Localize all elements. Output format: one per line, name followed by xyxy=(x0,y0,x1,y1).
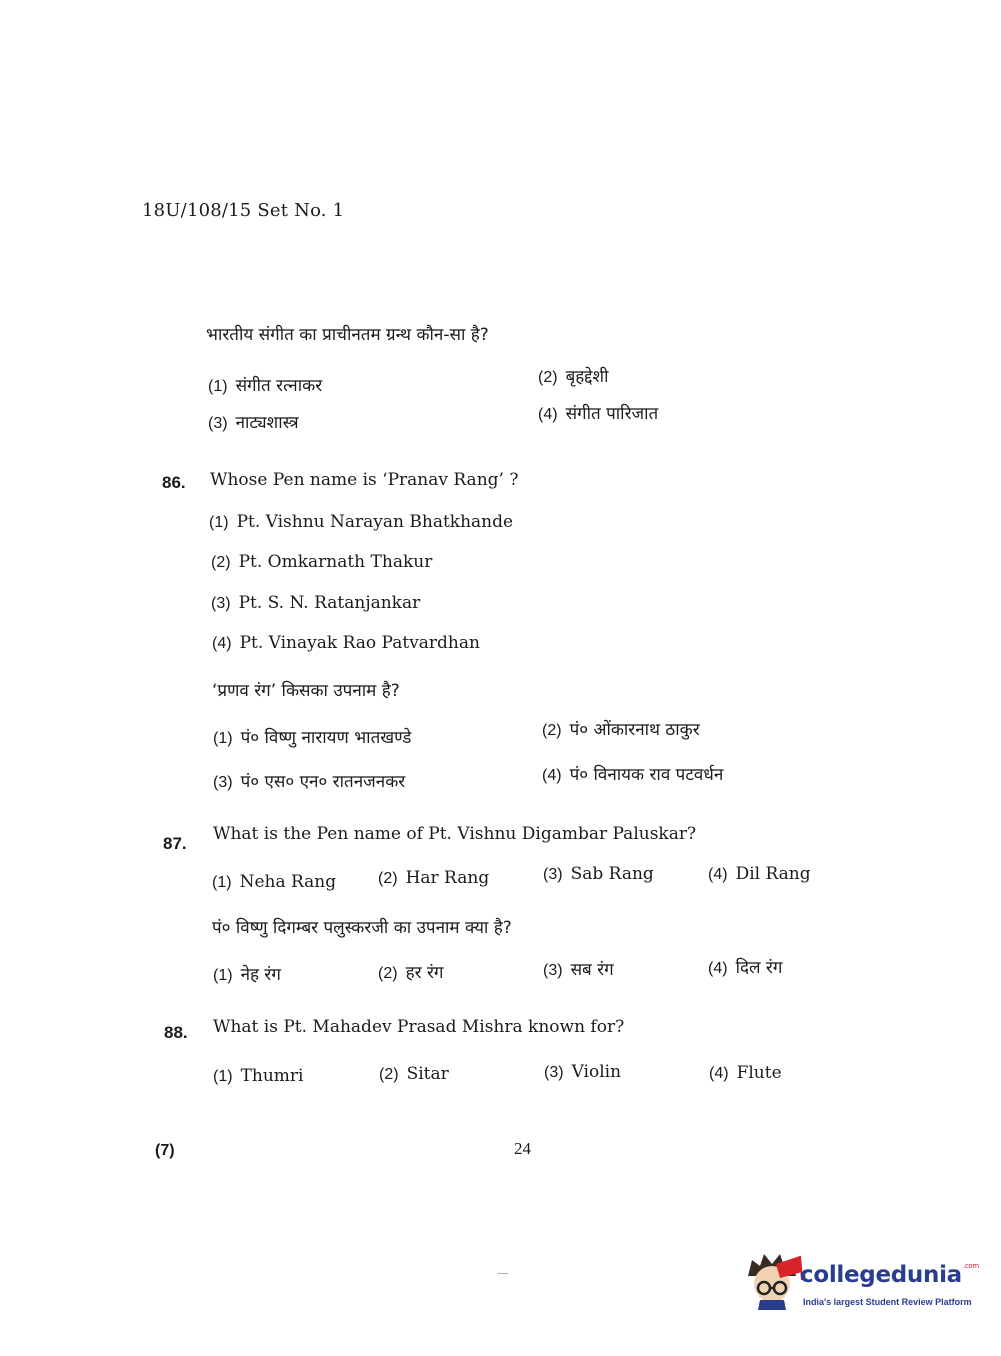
option-text: सब रंग xyxy=(570,960,614,980)
collegedunia-mascot-icon xyxy=(742,1250,804,1312)
option-number: (4) xyxy=(538,406,558,423)
option-text: Dil Rang xyxy=(735,864,811,884)
option-number: (1) xyxy=(212,874,232,891)
option-text: संगीत रत्नाकर xyxy=(235,376,323,396)
q87-option-1-en xyxy=(212,872,336,892)
q87-option-2-en xyxy=(378,868,489,888)
brand-name: collegedunia xyxy=(800,1262,962,1288)
q86-english-text: Whose Pen name is ‘Pranav Rang’ ? xyxy=(210,470,519,490)
q86-option-3-hi xyxy=(213,769,405,792)
q88-english-text: What is Pt. Mahadev Prasad Mishra known for? xyxy=(213,1017,625,1037)
q86-number: 86. xyxy=(162,473,186,492)
q87-option-4-en xyxy=(708,864,811,884)
q86-hindi-text: ‘प्रणव रंग’ किसका उपनाम है? xyxy=(212,681,400,701)
option-number: (2) xyxy=(542,722,562,739)
q88-option-3-en xyxy=(544,1062,621,1082)
collegedunia-brand xyxy=(800,1262,979,1288)
q88-option-4-en xyxy=(709,1063,782,1083)
q86-option-1-en xyxy=(209,512,513,532)
option-text: पं० विनायक राव पटवर्धन xyxy=(569,765,724,785)
option-number: (3) xyxy=(211,595,231,612)
q87-option-2-hi xyxy=(378,960,443,983)
option-text: हर रंग xyxy=(405,963,444,983)
q87-english-text: What is the Pen name of Pt. Vishnu Digambar Paluskar? xyxy=(213,824,697,844)
option-number: (1) xyxy=(208,378,228,395)
q85-option-4 xyxy=(538,401,658,424)
set-code: 18U/108/15 Set No. 1 xyxy=(142,200,345,221)
option-number: (4) xyxy=(212,635,232,652)
q86-option-1-hi xyxy=(213,725,411,748)
option-number: (3) xyxy=(544,1064,564,1081)
q86-option-2-hi xyxy=(542,717,700,740)
option-text: Violin xyxy=(571,1062,622,1082)
option-number: (2) xyxy=(378,965,398,982)
option-text: Neha Rang xyxy=(239,872,337,892)
option-number: (1) xyxy=(213,967,233,984)
option-text: Har Rang xyxy=(405,868,490,888)
q88-option-1-en xyxy=(213,1066,303,1086)
option-text: दिल रंग xyxy=(735,958,783,978)
q85-option-2 xyxy=(538,364,609,387)
option-number: (4) xyxy=(709,1065,729,1082)
q86-option-2-en xyxy=(211,552,432,572)
option-text: Pt. S. N. Ratanjankar xyxy=(238,593,421,613)
q87-number: 87. xyxy=(163,834,187,853)
option-number: (2) xyxy=(538,369,558,386)
option-text: संगीत पारिजात xyxy=(565,404,659,424)
option-number: (2) xyxy=(378,870,398,887)
option-number: (3) xyxy=(543,962,563,979)
option-text: पं० विष्णु नारायण भातखण्डे xyxy=(240,728,412,748)
q85-hindi-text: भारतीय संगीत का प्राचीनतम ग्रन्थ कौन-सा है? xyxy=(206,325,489,345)
scan-mark xyxy=(498,1273,508,1274)
option-number: (3) xyxy=(208,415,228,432)
q87-option-3-en xyxy=(543,864,654,884)
option-text: पं० एस० एन० रातनजनकर xyxy=(240,772,406,792)
option-number: (4) xyxy=(542,767,562,784)
option-text: Sab Rang xyxy=(570,864,654,884)
option-number: (3) xyxy=(213,774,233,791)
page-number: 24 xyxy=(514,1139,531,1158)
q87-option-4-hi xyxy=(708,955,782,978)
option-text: Thumri xyxy=(240,1066,304,1086)
option-number: (4) xyxy=(708,960,728,977)
q87-option-3-hi xyxy=(543,957,614,980)
option-text: Pt. Vishnu Narayan Bhatkhande xyxy=(236,512,514,532)
collegedunia-tagline: India's largest Student Review Platform xyxy=(803,1297,972,1307)
q85-option-1 xyxy=(208,373,322,396)
option-text: नेह रंग xyxy=(240,965,281,985)
option-text: Sitar xyxy=(406,1064,449,1084)
q88-number: 88. xyxy=(164,1023,188,1042)
option-number: (1) xyxy=(213,1068,233,1085)
option-number: (3) xyxy=(543,866,563,883)
q87-hindi-text: पं० विष्णु दिगम्बर पलुस्करजी का उपनाम क्या है? xyxy=(212,918,512,938)
option-number: (2) xyxy=(379,1066,399,1083)
q86-option-4-hi xyxy=(542,762,723,785)
q85-option-3 xyxy=(208,410,299,433)
q87-option-1-hi xyxy=(213,962,281,985)
option-number: (1) xyxy=(209,514,229,531)
option-text: नाट्यशास्त्र xyxy=(235,413,299,433)
q86-option-3-en xyxy=(211,593,420,613)
footer-mark: (7) xyxy=(155,1142,175,1159)
q86-option-4-en xyxy=(212,633,480,653)
option-text: बृहद्देशी xyxy=(565,367,609,387)
brand-suffix: .com xyxy=(962,1262,979,1270)
q88-option-2-en xyxy=(379,1064,449,1084)
option-number: (1) xyxy=(213,730,233,747)
option-text: Pt. Vinayak Rao Patvardhan xyxy=(239,633,480,653)
option-number: (4) xyxy=(708,866,728,883)
option-text: Pt. Omkarnath Thakur xyxy=(238,552,433,572)
option-text: पं० ओंकारनाथ ठाकुर xyxy=(569,720,700,740)
option-text: Flute xyxy=(736,1063,782,1083)
option-number: (2) xyxy=(211,554,231,571)
